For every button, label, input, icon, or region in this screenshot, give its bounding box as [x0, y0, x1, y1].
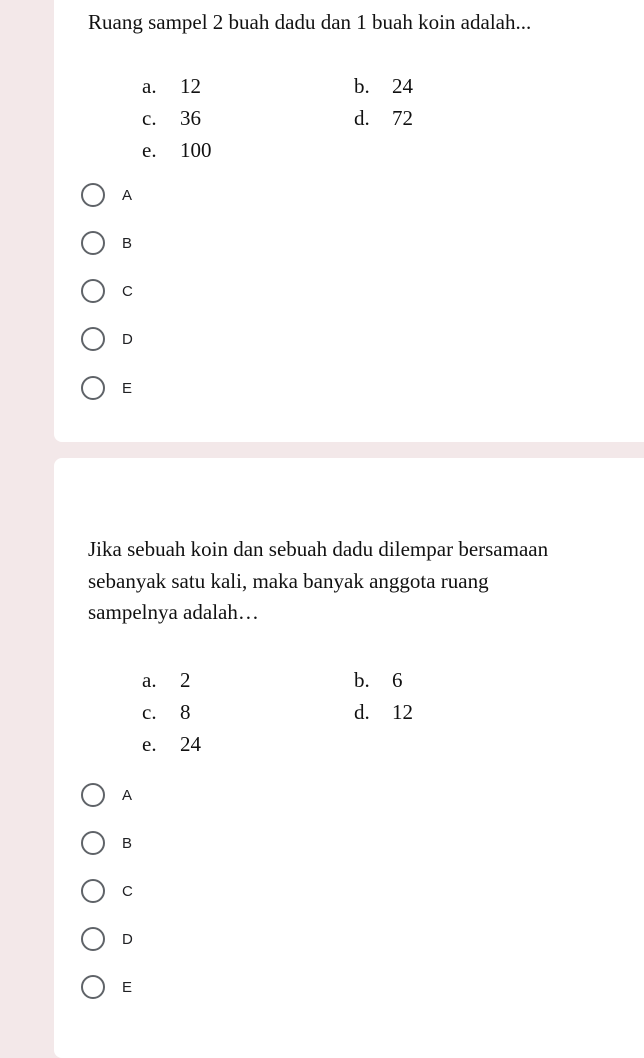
radio-circle-icon[interactable]	[81, 376, 105, 400]
choice-c	[142, 700, 191, 724]
radio-label: A	[122, 786, 133, 804]
radio-option-d[interactable]	[81, 925, 133, 953]
question-text: Jika sebuah koin dan sebuah dadu dilempar bersamaan sebanyak satu kali, maka banyak anggota ruang sampelnya adalah…	[88, 537, 549, 624]
choice-value: 100	[180, 138, 212, 162]
choice-value: 12	[392, 700, 413, 724]
choice-a	[142, 668, 191, 692]
radio-label: C	[122, 882, 133, 900]
choice-letter: e.	[142, 138, 157, 162]
radio-option-e[interactable]	[81, 973, 132, 1001]
radio-option-a[interactable]	[81, 781, 132, 809]
choice-letter: d.	[354, 106, 370, 130]
radio-option-d[interactable]	[81, 325, 133, 353]
radio-circle-icon[interactable]	[81, 975, 105, 999]
radio-circle-icon[interactable]	[81, 783, 105, 807]
choice-letter: c.	[142, 106, 157, 130]
radio-label: B	[122, 234, 133, 252]
choice-letter: c.	[142, 700, 157, 724]
radio-circle-icon[interactable]	[81, 327, 105, 351]
choice-value: 72	[392, 106, 413, 130]
choice-letter: b.	[354, 74, 370, 98]
choice-value: 36	[180, 106, 201, 130]
choice-d	[354, 106, 413, 130]
question-text: Ruang sampel 2 buah dadu dan 1 buah koin adalah...	[88, 10, 532, 34]
choice-c	[142, 106, 201, 130]
choice-a	[142, 74, 201, 98]
choice-value: 12	[180, 74, 201, 98]
choice-b	[354, 668, 403, 692]
radio-option-a[interactable]	[81, 181, 132, 209]
choice-value: 24	[180, 732, 201, 756]
radio-circle-icon[interactable]	[81, 831, 105, 855]
choice-value: 24	[392, 74, 413, 98]
radio-label: B	[122, 834, 133, 852]
radio-option-b[interactable]	[81, 229, 132, 257]
radio-label: D	[122, 930, 133, 948]
radio-option-c[interactable]	[81, 877, 133, 905]
question-card-2	[54, 458, 644, 1058]
choice-b	[354, 74, 413, 98]
radio-circle-icon[interactable]	[81, 927, 105, 951]
radio-label: A	[122, 186, 133, 204]
radio-option-c[interactable]	[81, 277, 133, 305]
radio-circle-icon[interactable]	[81, 879, 105, 903]
choice-letter: a.	[142, 74, 157, 98]
radio-label: E	[122, 379, 133, 397]
radio-option-e[interactable]	[81, 374, 132, 402]
radio-circle-icon[interactable]	[81, 231, 105, 255]
choice-value: 8	[180, 700, 191, 724]
choice-d	[354, 700, 413, 724]
choice-e	[142, 138, 212, 162]
choice-letter: e.	[142, 732, 157, 756]
radio-label: C	[122, 282, 133, 300]
question-card-1	[54, 0, 644, 442]
radio-option-b[interactable]	[81, 829, 132, 857]
choice-value: 6	[392, 668, 403, 692]
choice-letter: b.	[354, 668, 370, 692]
choice-value: 2	[180, 668, 191, 692]
radio-circle-icon[interactable]	[81, 183, 105, 207]
choice-letter: a.	[142, 668, 157, 692]
radio-label: E	[122, 978, 133, 996]
choice-letter: d.	[354, 700, 370, 724]
choice-e	[142, 732, 201, 756]
radio-circle-icon[interactable]	[81, 279, 105, 303]
radio-label: D	[122, 330, 133, 348]
